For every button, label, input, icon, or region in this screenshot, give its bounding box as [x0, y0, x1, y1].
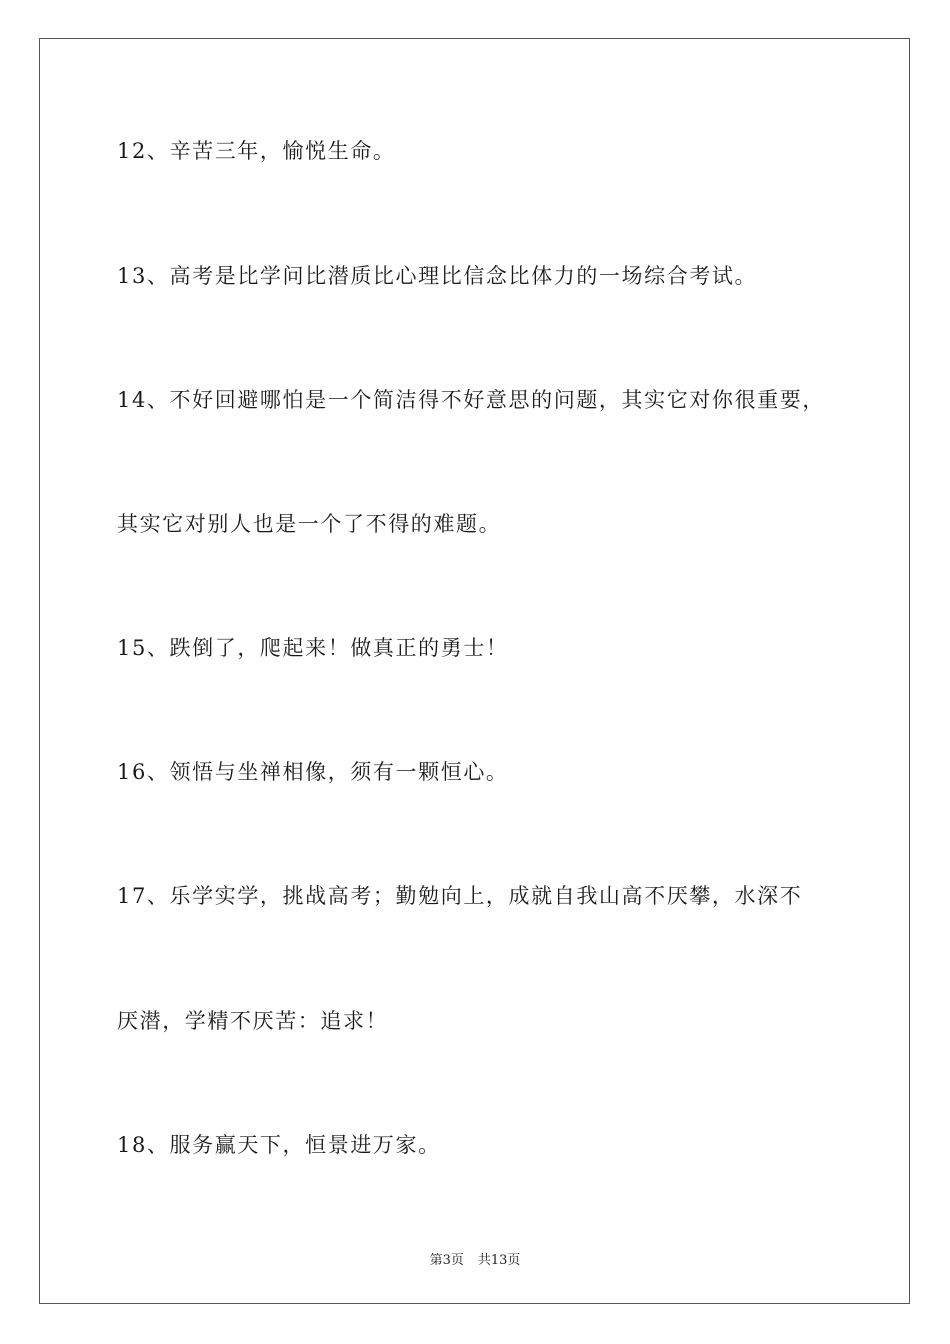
current-page-number: 第3页: [429, 1253, 464, 1268]
page-footer: [0, 1249, 950, 1268]
text-line-16: 16、领悟与坐禅相像，须有一颗恒心。: [117, 760, 509, 784]
text-line-17a: 17、乐学实学，挑战高考；勤勉向上，成就自我山高不厌攀，水深不: [117, 884, 803, 908]
text-line-18: 18、服务赢天下，恒景进万家。: [117, 1133, 441, 1157]
text-line-13: 13、高考是比学问比潜质比心理比信念比体力的一场综合考试。: [117, 264, 758, 288]
text-line-14b: 其实它对别人也是一个了不得的难题。: [117, 512, 502, 536]
total-page-count: 共13页: [477, 1253, 521, 1268]
text-line-17b: 厌潜，学精不厌苦：追求！: [117, 1009, 389, 1033]
text-line-12: 12、辛苦三年，愉悦生命。: [117, 139, 396, 163]
page-border: [39, 38, 910, 1304]
text-line-15: 15、跌倒了，爬起来！做真正的勇士！: [117, 636, 509, 660]
text-line-14a: 14、不好回避哪怕是一个简洁得不好意思的问题，其实它对你很重要，: [117, 388, 825, 412]
